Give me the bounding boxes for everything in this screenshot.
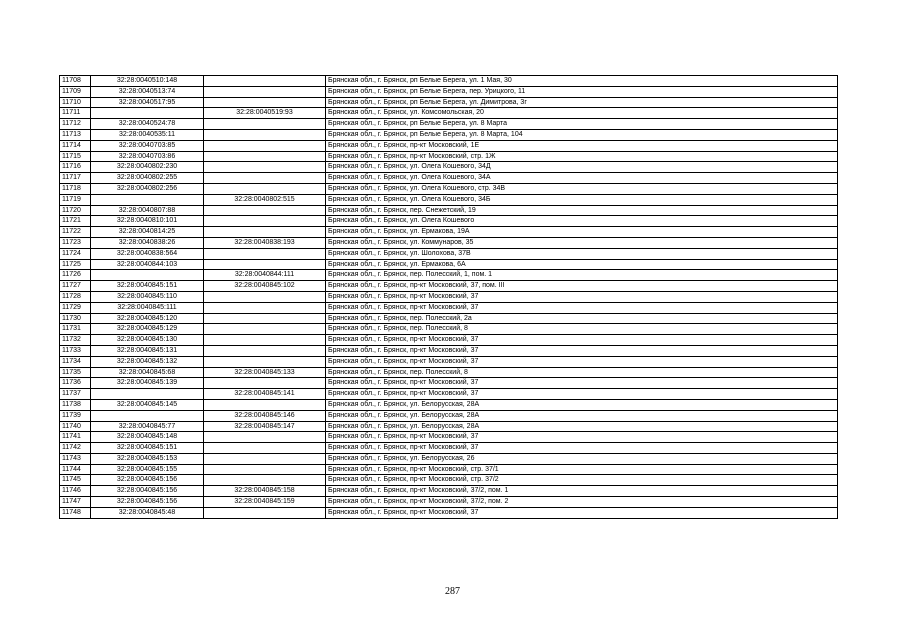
- cadastral-number-cell: 32:28:0040845:110: [91, 291, 204, 302]
- row-number-cell: 11714: [60, 140, 91, 151]
- table-row: [60, 507, 838, 518]
- table-row: [60, 237, 838, 248]
- table-row: [60, 119, 838, 130]
- address-cell: Брянская обл., г. Брянск, рп Белые Берега, ул. 8 Марта, 104: [326, 129, 838, 140]
- address-cell: Брянская обл., г. Брянск, ул. Олега Кошевого, стр. 34В: [326, 183, 838, 194]
- table-row: [60, 302, 838, 313]
- address-cell: Брянская обл., г. Брянск, пр-кт Московский, 37: [326, 335, 838, 346]
- row-number-cell: 11724: [60, 248, 91, 259]
- row-number-cell: 11723: [60, 237, 91, 248]
- row-number-cell: 11728: [60, 291, 91, 302]
- table-row: [60, 410, 838, 421]
- related-cadastral-number-cell: [204, 507, 326, 518]
- table-row: [60, 421, 838, 432]
- cadastral-number-cell: 32:28:0040845:151: [91, 281, 204, 292]
- address-cell: Брянская обл., г. Брянск, ул. Комсомольская, 20: [326, 108, 838, 119]
- related-cadastral-number-cell: [204, 216, 326, 227]
- cadastral-number-cell: 32:28:0040802:255: [91, 173, 204, 184]
- address-cell: Брянская обл., г. Брянск, пр-кт Московский, 37: [326, 378, 838, 389]
- related-cadastral-number-cell: [204, 356, 326, 367]
- table-row: [60, 443, 838, 454]
- cadastral-number-cell: 32:28:0040524:78: [91, 119, 204, 130]
- address-cell: Брянская обл., г. Брянск, пр-кт Московский, 37, пом. III: [326, 281, 838, 292]
- related-cadastral-number-cell: [204, 432, 326, 443]
- row-number-cell: 11746: [60, 486, 91, 497]
- address-cell: Брянская обл., г. Брянск, ул. Олега Кошевого, 34А: [326, 173, 838, 184]
- table-row: [60, 453, 838, 464]
- table-row: [60, 399, 838, 410]
- cadastral-number-cell: 32:28:0040703:86: [91, 151, 204, 162]
- table-row: [60, 291, 838, 302]
- related-cadastral-number-cell: 32:28:0040845:133: [204, 367, 326, 378]
- cadastral-number-cell: 32:28:0040845:120: [91, 313, 204, 324]
- address-cell: Брянская обл., г. Брянск, пр-кт Московский, 37: [326, 291, 838, 302]
- address-cell: Брянская обл., г. Брянск, ул. Белорусская, 28А: [326, 399, 838, 410]
- address-cell: Брянская обл., г. Брянск, пер. Полесский, 1, пом. 1: [326, 270, 838, 281]
- table-row: [60, 216, 838, 227]
- cadastral-number-cell: 32:28:0040838:26: [91, 237, 204, 248]
- cadastral-number-cell: 32:28:0040814:25: [91, 227, 204, 238]
- cadastral-number-cell: 32:28:0040845:153: [91, 453, 204, 464]
- row-number-cell: 11743: [60, 453, 91, 464]
- related-cadastral-number-cell: 32:28:0040845:141: [204, 389, 326, 400]
- related-cadastral-number-cell: 32:28:0040845:146: [204, 410, 326, 421]
- table-row: [60, 313, 838, 324]
- cadastral-number-cell: [91, 194, 204, 205]
- row-number-cell: 11731: [60, 324, 91, 335]
- row-number-cell: 11715: [60, 151, 91, 162]
- address-cell: Брянская обл., г. Брянск, пр-кт Московский, 37/2, пом. 1: [326, 486, 838, 497]
- row-number-cell: 11742: [60, 443, 91, 454]
- cadastral-number-cell: 32:28:0040845:132: [91, 356, 204, 367]
- address-cell: Брянская обл., г. Брянск, ул. Белорусская, 28А: [326, 410, 838, 421]
- cadastral-number-cell: 32:28:0040844:103: [91, 259, 204, 270]
- cadastral-number-cell: 32:28:0040845:156: [91, 475, 204, 486]
- row-number-cell: 11725: [60, 259, 91, 270]
- cadastral-number-cell: [91, 389, 204, 400]
- table-row: [60, 194, 838, 205]
- related-cadastral-number-cell: [204, 227, 326, 238]
- row-number-cell: 11734: [60, 356, 91, 367]
- row-number-cell: 11710: [60, 97, 91, 108]
- related-cadastral-number-cell: [204, 119, 326, 130]
- related-cadastral-number-cell: [204, 162, 326, 173]
- row-number-cell: 11722: [60, 227, 91, 238]
- row-number-cell: 11739: [60, 410, 91, 421]
- related-cadastral-number-cell: [204, 378, 326, 389]
- row-number-cell: 11730: [60, 313, 91, 324]
- cadastral-number-cell: 32:28:0040845:48: [91, 507, 204, 518]
- table-row: [60, 97, 838, 108]
- row-number-cell: 11733: [60, 345, 91, 356]
- row-number-cell: 11729: [60, 302, 91, 313]
- address-cell: Брянская обл., г. Брянск, ул. Белорусская, 26: [326, 453, 838, 464]
- related-cadastral-number-cell: [204, 205, 326, 216]
- table-row: [60, 270, 838, 281]
- address-cell: Брянская обл., г. Брянск, рп Белые Берега, пер. Урицкого, 11: [326, 86, 838, 97]
- table-row: [60, 464, 838, 475]
- related-cadastral-number-cell: [204, 140, 326, 151]
- table-row: [60, 173, 838, 184]
- address-cell: Брянская обл., г. Брянск, пр-кт Московский, 37: [326, 356, 838, 367]
- cadastral-number-cell: 32:28:0040703:85: [91, 140, 204, 151]
- table-row: [60, 76, 838, 87]
- table-row: [60, 335, 838, 346]
- row-number-cell: 11735: [60, 367, 91, 378]
- table-row: [60, 486, 838, 497]
- related-cadastral-number-cell: [204, 464, 326, 475]
- table-row: [60, 475, 838, 486]
- address-cell: Брянская обл., г. Брянск, ул. Ермакова, 19А: [326, 227, 838, 238]
- row-number-cell: 11718: [60, 183, 91, 194]
- row-number-cell: 11717: [60, 173, 91, 184]
- records-table-body: [60, 76, 838, 519]
- related-cadastral-number-cell: 32:28:0040845:158: [204, 486, 326, 497]
- related-cadastral-number-cell: [204, 76, 326, 87]
- related-cadastral-number-cell: [204, 475, 326, 486]
- cadastral-number-cell: 32:28:0040807:88: [91, 205, 204, 216]
- address-cell: Брянская обл., г. Брянск, пер. Снежетский, 19: [326, 205, 838, 216]
- related-cadastral-number-cell: 32:28:0040844:111: [204, 270, 326, 281]
- related-cadastral-number-cell: [204, 248, 326, 259]
- table-row: [60, 86, 838, 97]
- table-row: [60, 345, 838, 356]
- cadastral-number-cell: 32:28:0040845:131: [91, 345, 204, 356]
- address-cell: Брянская обл., г. Брянск, пер. Полесский, 2а: [326, 313, 838, 324]
- related-cadastral-number-cell: [204, 291, 326, 302]
- cadastral-number-cell: 32:28:0040845:156: [91, 486, 204, 497]
- row-number-cell: 11716: [60, 162, 91, 173]
- table-row: [60, 151, 838, 162]
- related-cadastral-number-cell: 32:28:0040845:147: [204, 421, 326, 432]
- row-number-cell: 11748: [60, 507, 91, 518]
- cadastral-number-cell: 32:28:0040845:130: [91, 335, 204, 346]
- row-number-cell: 11738: [60, 399, 91, 410]
- row-number-cell: 11709: [60, 86, 91, 97]
- related-cadastral-number-cell: 32:28:0040802:515: [204, 194, 326, 205]
- related-cadastral-number-cell: [204, 173, 326, 184]
- address-cell: Брянская обл., г. Брянск, пр-кт Московский, 37: [326, 443, 838, 454]
- address-cell: Брянская обл., г. Брянск, ул. Олега Кошевого, 34Б: [326, 194, 838, 205]
- cadastral-number-cell: 32:28:0040845:151: [91, 443, 204, 454]
- cadastral-number-cell: 32:28:0040510:148: [91, 76, 204, 87]
- address-cell: Брянская обл., г. Брянск, пр-кт Московский, стр. 37/2: [326, 475, 838, 486]
- address-cell: Брянская обл., г. Брянск, ул. Коммунаров, 35: [326, 237, 838, 248]
- table-row: [60, 205, 838, 216]
- cadastral-number-cell: 32:28:0040845:129: [91, 324, 204, 335]
- table-row: [60, 140, 838, 151]
- cadastral-number-cell: 32:28:0040845:145: [91, 399, 204, 410]
- related-cadastral-number-cell: 32:28:0040845:102: [204, 281, 326, 292]
- row-number-cell: 11727: [60, 281, 91, 292]
- row-number-cell: 11712: [60, 119, 91, 130]
- address-cell: Брянская обл., г. Брянск, ул. Олега Кошевого, 34Д: [326, 162, 838, 173]
- address-cell: Брянская обл., г. Брянск, ул. Олега Кошевого: [326, 216, 838, 227]
- related-cadastral-number-cell: 32:28:0040838:193: [204, 237, 326, 248]
- page-number: 287: [445, 586, 460, 597]
- address-cell: Брянская обл., г. Брянск, рп Белые Берега, ул. Димитрова, 3г: [326, 97, 838, 108]
- address-cell: Брянская обл., г. Брянск, ул. Белорусская, 28А: [326, 421, 838, 432]
- table-row: [60, 281, 838, 292]
- related-cadastral-number-cell: [204, 259, 326, 270]
- row-number-cell: 11740: [60, 421, 91, 432]
- row-number-cell: 11744: [60, 464, 91, 475]
- related-cadastral-number-cell: [204, 335, 326, 346]
- row-number-cell: 11720: [60, 205, 91, 216]
- related-cadastral-number-cell: [204, 151, 326, 162]
- address-cell: Брянская обл., г. Брянск, пр-кт Московский, 37: [326, 389, 838, 400]
- table-row: [60, 324, 838, 335]
- address-cell: Брянская обл., г. Брянск, пр-кт Московский, 37: [326, 432, 838, 443]
- table-row: [60, 367, 838, 378]
- address-cell: Брянская обл., г. Брянск, пр-кт Московский, стр. 1Ж: [326, 151, 838, 162]
- row-number-cell: 11711: [60, 108, 91, 119]
- address-cell: Брянская обл., г. Брянск, пр-кт Московский, 37/2, пом. 2: [326, 497, 838, 508]
- address-cell: Брянская обл., г. Брянск, рп Белые Берега, ул. 1 Мая, 30: [326, 76, 838, 87]
- cadastral-number-cell: [91, 108, 204, 119]
- table-row: [60, 497, 838, 508]
- row-number-cell: 11719: [60, 194, 91, 205]
- table-row: [60, 162, 838, 173]
- table-row: [60, 248, 838, 259]
- table-row: [60, 432, 838, 443]
- address-cell: Брянская обл., г. Брянск, пр-кт Московский, 37: [326, 507, 838, 518]
- row-number-cell: 11745: [60, 475, 91, 486]
- address-cell: Брянская обл., г. Брянск, пр-кт Московский, 1Е: [326, 140, 838, 151]
- cadastral-number-cell: 32:28:0040845:139: [91, 378, 204, 389]
- table-row: [60, 259, 838, 270]
- cadastral-number-cell: 32:28:0040845:155: [91, 464, 204, 475]
- address-cell: Брянская обл., г. Брянск, пер. Полесский, 8: [326, 367, 838, 378]
- cadastral-number-cell: [91, 270, 204, 281]
- cadastral-number-cell: 32:28:0040802:230: [91, 162, 204, 173]
- table-row: [60, 129, 838, 140]
- related-cadastral-number-cell: [204, 97, 326, 108]
- table-row: [60, 108, 838, 119]
- cadastral-number-cell: 32:28:0040845:68: [91, 367, 204, 378]
- related-cadastral-number-cell: 32:28:0040845:159: [204, 497, 326, 508]
- related-cadastral-number-cell: [204, 302, 326, 313]
- related-cadastral-number-cell: [204, 183, 326, 194]
- cadastral-number-cell: 32:28:0040845:111: [91, 302, 204, 313]
- related-cadastral-number-cell: 32:28:0040519:93: [204, 108, 326, 119]
- row-number-cell: 11732: [60, 335, 91, 346]
- records-table: [59, 75, 838, 519]
- cadastral-number-cell: 32:28:0040535:11: [91, 129, 204, 140]
- table-row: [60, 378, 838, 389]
- related-cadastral-number-cell: [204, 313, 326, 324]
- cadastral-number-cell: 32:28:0040810:101: [91, 216, 204, 227]
- table-row: [60, 183, 838, 194]
- related-cadastral-number-cell: [204, 399, 326, 410]
- row-number-cell: 11713: [60, 129, 91, 140]
- address-cell: Брянская обл., г. Брянск, ул. Ермакова, 6А: [326, 259, 838, 270]
- address-cell: Брянская обл., г. Брянск, рп Белые Берега, ул. 8 Марта: [326, 119, 838, 130]
- address-cell: Брянская обл., г. Брянск, пер. Полесский, 8: [326, 324, 838, 335]
- row-number-cell: 11747: [60, 497, 91, 508]
- cadastral-number-cell: 32:28:0040845:77: [91, 421, 204, 432]
- row-number-cell: 11721: [60, 216, 91, 227]
- related-cadastral-number-cell: [204, 443, 326, 454]
- related-cadastral-number-cell: [204, 86, 326, 97]
- related-cadastral-number-cell: [204, 453, 326, 464]
- address-cell: Брянская обл., г. Брянск, ул. Шолохова, 37В: [326, 248, 838, 259]
- row-number-cell: 11736: [60, 378, 91, 389]
- related-cadastral-number-cell: [204, 129, 326, 140]
- cadastral-number-cell: 32:28:0040513:74: [91, 86, 204, 97]
- table-row: [60, 356, 838, 367]
- table-row: [60, 389, 838, 400]
- row-number-cell: 11708: [60, 76, 91, 87]
- row-number-cell: 11741: [60, 432, 91, 443]
- row-number-cell: 11726: [60, 270, 91, 281]
- related-cadastral-number-cell: [204, 345, 326, 356]
- cadastral-number-cell: 32:28:0040802:256: [91, 183, 204, 194]
- address-cell: Брянская обл., г. Брянск, пр-кт Московский, 37: [326, 302, 838, 313]
- row-number-cell: 11737: [60, 389, 91, 400]
- cadastral-number-cell: 32:28:0040517:95: [91, 97, 204, 108]
- address-cell: Брянская обл., г. Брянск, пр-кт Московский, 37: [326, 345, 838, 356]
- cadastral-number-cell: 32:28:0040838:564: [91, 248, 204, 259]
- table-row: [60, 227, 838, 238]
- cadastral-number-cell: 32:28:0040845:148: [91, 432, 204, 443]
- cadastral-number-cell: [91, 410, 204, 421]
- cadastral-number-cell: 32:28:0040845:156: [91, 497, 204, 508]
- address-cell: Брянская обл., г. Брянск, пр-кт Московский, стр. 37/1: [326, 464, 838, 475]
- related-cadastral-number-cell: [204, 324, 326, 335]
